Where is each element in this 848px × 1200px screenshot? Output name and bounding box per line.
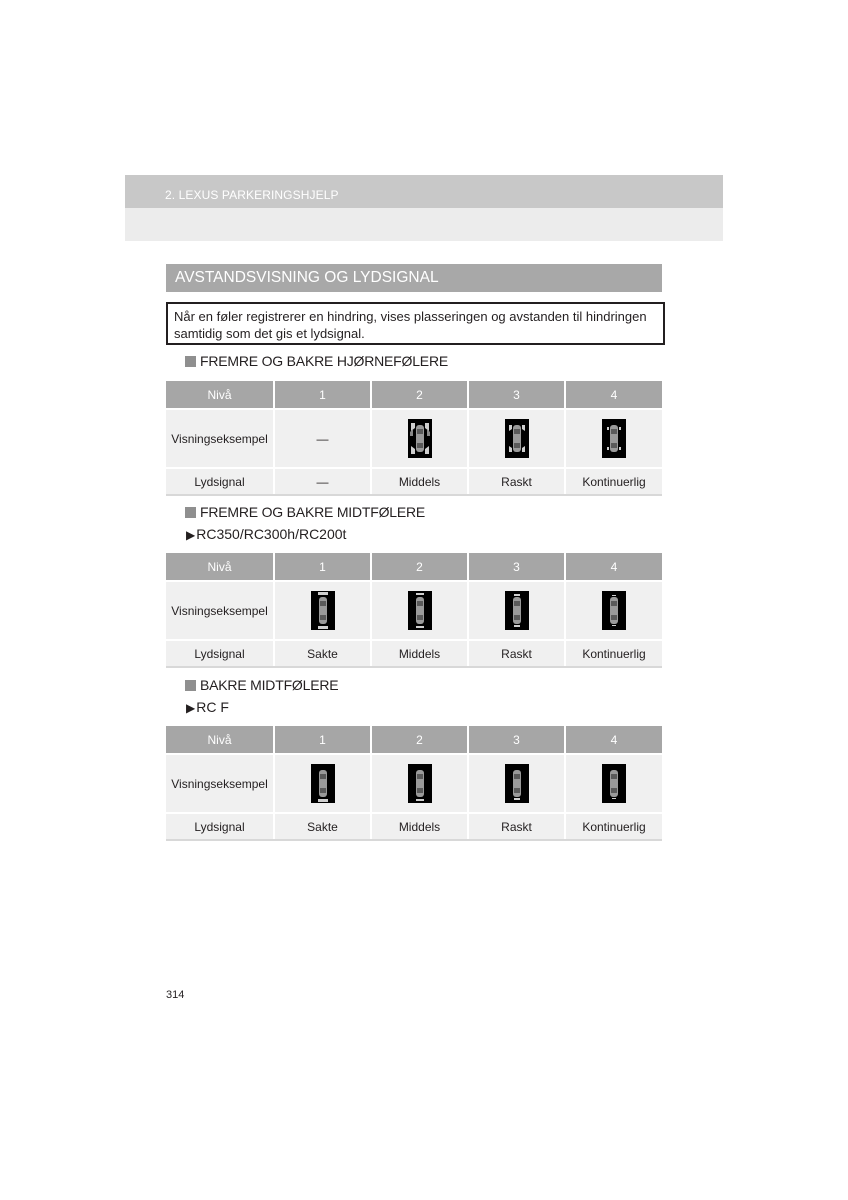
car-rear-sensor-icon <box>602 764 626 803</box>
row-label: Lydsignal <box>166 813 274 840</box>
header-cell: 2 <box>371 381 468 409</box>
section-title: AVSTANDSVISNING OG LYDSIGNAL <box>175 269 439 286</box>
row-label: Lydsignal <box>166 640 274 667</box>
display-row <box>166 581 662 640</box>
sound-cell: Raskt <box>468 813 565 840</box>
car-corner-sensor-icon <box>408 419 432 458</box>
display-cell <box>371 754 468 813</box>
square-bullet-icon <box>185 356 196 367</box>
table-header-row <box>166 726 662 754</box>
header-cell: 3 <box>468 726 565 754</box>
header-cell-level: Nivå <box>166 726 274 754</box>
display-cell <box>468 581 565 640</box>
subheading-3-text: BAKRE MIDTFØLERE <box>200 677 339 693</box>
square-bullet-icon <box>185 680 196 691</box>
header-cell: 2 <box>371 726 468 754</box>
subheading-1 <box>185 353 448 369</box>
header-cell: 2 <box>371 553 468 581</box>
table-header-row <box>166 381 662 409</box>
header-cell: 3 <box>468 381 565 409</box>
header-cell: 4 <box>565 726 662 754</box>
model-text: RC F <box>196 699 229 715</box>
level-table-3 <box>166 726 662 841</box>
sound-cell: Middels <box>371 640 468 667</box>
car-corner-sensor-icon <box>602 419 626 458</box>
row-label: Lydsignal <box>166 468 274 495</box>
sound-cell: Middels <box>371 468 468 495</box>
sound-cell: Middels <box>371 813 468 840</box>
display-cell <box>274 754 371 813</box>
display-cell <box>565 409 662 468</box>
page-number: 314 <box>166 989 185 1001</box>
model-line-2 <box>186 526 346 542</box>
header-cell: 1 <box>274 726 371 754</box>
level-table-1 <box>166 381 662 496</box>
display-cell <box>468 409 565 468</box>
header-cell: 4 <box>565 381 662 409</box>
car-center-sensor-icon <box>602 591 626 630</box>
display-cell <box>274 581 371 640</box>
header-cell: 1 <box>274 381 371 409</box>
subheading-2 <box>185 504 425 520</box>
sound-cell: Kontinuerlig <box>565 813 662 840</box>
display-row <box>166 754 662 813</box>
display-cell: — <box>274 409 371 468</box>
display-cell <box>565 754 662 813</box>
section-title-bar <box>166 264 662 292</box>
header-cell-level: Nivå <box>166 553 274 581</box>
chapter-header-strip <box>125 175 723 208</box>
display-cell <box>371 409 468 468</box>
sound-row <box>166 468 662 495</box>
model-line-3 <box>186 699 229 715</box>
row-label: Visningseksempel <box>166 581 274 640</box>
sound-cell: Kontinuerlig <box>565 640 662 667</box>
subheading-3 <box>185 677 338 693</box>
sound-row <box>166 813 662 840</box>
subheading-2-text: FREMRE OG BAKRE MIDTFØLERE <box>200 504 426 520</box>
sound-cell: Sakte <box>274 640 371 667</box>
display-cell <box>468 754 565 813</box>
display-cell <box>371 581 468 640</box>
car-center-sensor-icon <box>505 591 529 630</box>
header-cell: 4 <box>565 553 662 581</box>
row-label: Visningseksempel <box>166 409 274 468</box>
car-rear-sensor-icon <box>408 764 432 803</box>
display-cell <box>565 581 662 640</box>
header-cell: 1 <box>274 553 371 581</box>
level-table-2 <box>166 553 662 668</box>
sound-cell: Raskt <box>468 468 565 495</box>
sound-cell: Sakte <box>274 813 371 840</box>
sound-cell: Kontinuerlig <box>565 468 662 495</box>
chapter-header <box>125 175 723 241</box>
subheading-1-text: FREMRE OG BAKRE HJØRNEFØLERE <box>200 353 448 369</box>
chapter-title: 2. LEXUS PARKERINGSHJELP <box>165 188 339 202</box>
row-label: Visningseksempel <box>166 754 274 813</box>
table-header-row <box>166 553 662 581</box>
car-center-sensor-icon <box>311 591 335 630</box>
sound-row <box>166 640 662 667</box>
square-bullet-icon <box>185 507 196 518</box>
sound-cell: — <box>274 468 371 495</box>
model-text: RC350/RC300h/RC200t <box>196 526 347 542</box>
car-rear-sensor-icon <box>311 764 335 803</box>
car-center-sensor-icon <box>408 591 432 630</box>
triangle-bullet-icon: ▶ <box>186 528 196 542</box>
header-cell: 3 <box>468 553 565 581</box>
car-corner-sensor-icon <box>505 419 529 458</box>
intro-box: Når en føler registrerer en hindring, vises plasseringen og avstanden til hindringen samtidig som det gis et lydsignal. <box>166 302 665 345</box>
sound-cell: Raskt <box>468 640 565 667</box>
triangle-bullet-icon: ▶ <box>186 701 196 715</box>
display-row <box>166 409 662 468</box>
header-cell-level: Nivå <box>166 381 274 409</box>
car-rear-sensor-icon <box>505 764 529 803</box>
